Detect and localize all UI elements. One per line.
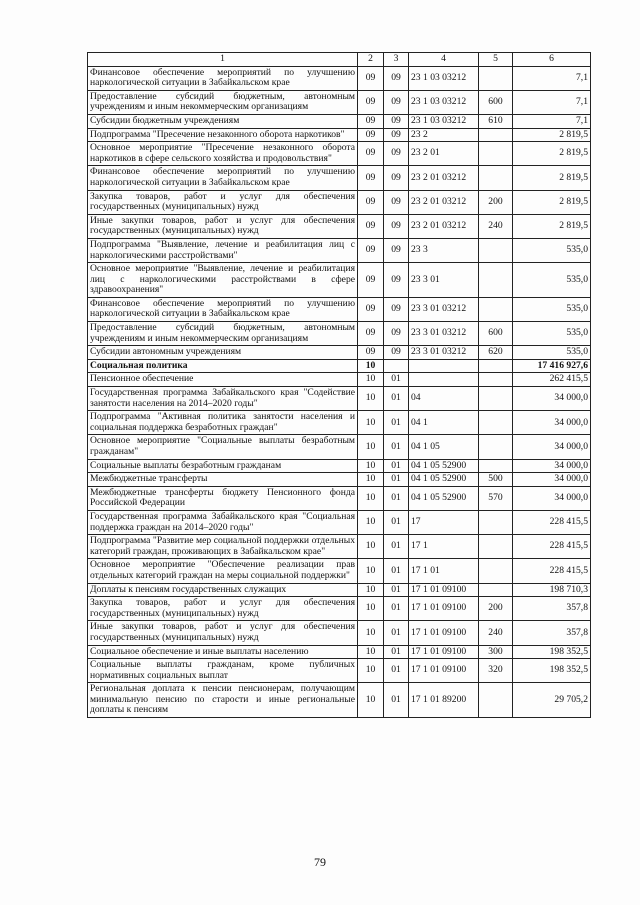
cell-target-article: 17 1	[409, 535, 479, 559]
cell-subsection: 01	[384, 473, 409, 487]
cell-name: Социальная политика	[88, 359, 358, 373]
cell-expense-type: 320	[479, 659, 513, 683]
cell-section: 10	[358, 559, 384, 583]
cell-name: Закупка товаров, работ и услуг для обеспечения государственных (муниципальных) нужд	[88, 190, 358, 214]
cell-target-article: 04 1	[409, 411, 479, 435]
cell-expense-type	[479, 583, 513, 597]
cell-name: Финансовое обеспечение мероприятий по улучшению наркологической ситуации в Забайкальском крае	[88, 66, 358, 90]
cell-subsection: 01	[384, 459, 409, 473]
cell-target-article: 17 1 01	[409, 559, 479, 583]
cell-target-article: 04 1 05	[409, 435, 479, 459]
cell-amount: 198 352,5	[513, 659, 591, 683]
cell-subsection	[384, 359, 409, 373]
header-row	[88, 53, 591, 67]
cell-amount: 228 415,5	[513, 510, 591, 534]
cell-subsection: 01	[384, 387, 409, 411]
cell-section: 09	[358, 90, 384, 114]
cell-target-article: 23 2	[409, 128, 479, 142]
cell-amount: 2 819,5	[513, 166, 591, 190]
cell-section: 09	[358, 297, 384, 321]
cell-target-article: 17 1 01 89200	[409, 683, 479, 718]
cell-target-article: 23 1 03 03212	[409, 114, 479, 128]
table-row	[88, 645, 591, 659]
cell-expense-type	[479, 459, 513, 473]
cell-section: 10	[358, 683, 384, 718]
cell-name: Социальное обеспечение и иные выплаты населению	[88, 645, 358, 659]
cell-amount: 7,1	[513, 90, 591, 114]
cell-name: Основное мероприятие "Социальные выплаты безработным гражданам"	[88, 435, 358, 459]
cell-name: Подпрограмма "Выявление, лечение и реабилитация лиц с наркологическими расстройствами"	[88, 238, 358, 262]
cell-name: Субсидии бюджетным учреждениям	[88, 114, 358, 128]
table-row	[88, 128, 591, 142]
cell-target-article: 23 2 01	[409, 142, 479, 166]
cell-name: Основное мероприятие "Обеспечение реализации прав отдельных категорий граждан на меры социальной поддержки"	[88, 559, 358, 583]
header-col-4: 4	[409, 53, 479, 67]
cell-amount: 17 416 927,6	[513, 359, 591, 373]
cell-section: 10	[358, 645, 384, 659]
cell-subsection: 09	[384, 322, 409, 346]
cell-expense-type	[479, 510, 513, 534]
cell-section: 10	[358, 387, 384, 411]
cell-section: 10	[358, 510, 384, 534]
cell-expense-type	[479, 435, 513, 459]
table-row	[88, 238, 591, 262]
cell-name: Пенсионное обеспечение	[88, 373, 358, 387]
table-row	[88, 583, 591, 597]
cell-subsection: 01	[384, 597, 409, 621]
cell-amount: 262 415,5	[513, 373, 591, 387]
cell-target-article: 04 1 05 52900	[409, 459, 479, 473]
cell-section: 09	[358, 128, 384, 142]
cell-name: Социальные выплаты безработным гражданам	[88, 459, 358, 473]
table-row	[88, 114, 591, 128]
cell-subsection: 01	[384, 486, 409, 510]
table-row	[88, 346, 591, 360]
cell-expense-type	[479, 359, 513, 373]
cell-name: Государственная программа Забайкальского края "Содействие занятости населения на 2014–2020 годы"	[88, 387, 358, 411]
cell-subsection: 01	[384, 373, 409, 387]
cell-name: Подпрограмма "Активная политика занятости населения и социальная поддержка безработных граждан"	[88, 411, 358, 435]
cell-name: Иные закупки товаров, работ и услуг для обеспечения государственных (муниципальных) нужд	[88, 214, 358, 238]
cell-target-article: 17 1 01 09100	[409, 583, 479, 597]
cell-section: 10	[358, 473, 384, 487]
cell-name: Региональная доплата к пенсии пенсионерам, получающим минимальную пенсию по старости и иные региональные доплаты к пенсиям	[88, 683, 358, 718]
cell-subsection: 01	[384, 535, 409, 559]
table-row	[88, 66, 591, 90]
cell-expense-type	[479, 238, 513, 262]
cell-expense-type: 600	[479, 90, 513, 114]
cell-section: 09	[358, 66, 384, 90]
cell-target-article: 04	[409, 387, 479, 411]
cell-amount: 535,0	[513, 263, 591, 298]
cell-target-article: 04 1 05 52900	[409, 473, 479, 487]
table-row	[88, 142, 591, 166]
cell-subsection: 09	[384, 166, 409, 190]
cell-section: 10	[358, 359, 384, 373]
cell-target-article: 23 2 01 03212	[409, 190, 479, 214]
cell-section: 09	[358, 238, 384, 262]
cell-expense-type: 600	[479, 322, 513, 346]
cell-amount: 2 819,5	[513, 142, 591, 166]
table-row	[88, 535, 591, 559]
cell-amount: 34 000,0	[513, 411, 591, 435]
table-row	[88, 683, 591, 718]
cell-name: Социальные выплаты гражданам, кроме публичных нормативных социальных выплат	[88, 659, 358, 683]
cell-target-article: 17 1 01 09100	[409, 597, 479, 621]
cell-amount: 34 000,0	[513, 459, 591, 473]
cell-amount: 7,1	[513, 66, 591, 90]
page-number: 79	[314, 855, 326, 869]
cell-name: Государственная программа Забайкальского края "Социальная поддержка граждан на 2014–2020 годы"	[88, 510, 358, 534]
cell-section: 09	[358, 190, 384, 214]
cell-name: Подпрограмма "Развитие мер социальной поддержки отдельных категорий граждан, проживающих в Забайкальском крае"	[88, 535, 358, 559]
table-row	[88, 510, 591, 534]
cell-subsection: 01	[384, 621, 409, 645]
cell-expense-type	[479, 387, 513, 411]
table-body	[88, 66, 591, 717]
cell-name: Закупка товаров, работ и услуг для обеспечения государственных (муниципальных) нужд	[88, 597, 358, 621]
cell-expense-type	[479, 411, 513, 435]
cell-subsection: 09	[384, 128, 409, 142]
cell-section: 09	[358, 166, 384, 190]
cell-subsection: 09	[384, 297, 409, 321]
table-row	[88, 297, 591, 321]
cell-name: Межбюджетные трансферты бюджету Пенсионного фонда Российской Федерации	[88, 486, 358, 510]
cell-subsection: 01	[384, 583, 409, 597]
cell-subsection: 01	[384, 559, 409, 583]
cell-name: Финансовое обеспечение мероприятий по улучшению наркологической ситуации в Забайкальском крае	[88, 166, 358, 190]
cell-name: Предоставление субсидий бюджетным, автономным учреждениям и иным некоммерческим организациям	[88, 90, 358, 114]
cell-target-article: 23 3 01 03212	[409, 346, 479, 360]
cell-subsection: 01	[384, 510, 409, 534]
cell-expense-type: 240	[479, 214, 513, 238]
cell-target-article: 23 2 01 03212	[409, 214, 479, 238]
table-row	[88, 597, 591, 621]
cell-expense-type	[479, 559, 513, 583]
cell-subsection: 09	[384, 346, 409, 360]
table-row	[88, 435, 591, 459]
table-row	[88, 473, 591, 487]
cell-target-article: 17	[409, 510, 479, 534]
cell-name: Финансовое обеспечение мероприятий по улучшению наркологической ситуации в Забайкальском крае	[88, 297, 358, 321]
cell-name: Иные закупки товаров, работ и услуг для обеспечения государственных (муниципальных) нужд	[88, 621, 358, 645]
table-row	[88, 387, 591, 411]
table-row	[88, 214, 591, 238]
cell-expense-type: 200	[479, 597, 513, 621]
cell-amount: 29 705,2	[513, 683, 591, 718]
cell-expense-type	[479, 263, 513, 298]
cell-section: 10	[358, 459, 384, 473]
table-row	[88, 621, 591, 645]
cell-expense-type: 620	[479, 346, 513, 360]
cell-expense-type	[479, 166, 513, 190]
cell-expense-type	[479, 683, 513, 718]
cell-expense-type	[479, 142, 513, 166]
table-row	[88, 373, 591, 387]
cell-subsection: 01	[384, 435, 409, 459]
cell-amount: 2 819,5	[513, 214, 591, 238]
cell-target-article	[409, 359, 479, 373]
cell-amount: 535,0	[513, 346, 591, 360]
cell-section: 09	[358, 263, 384, 298]
header-col-6: 6	[513, 53, 591, 67]
table-row	[88, 322, 591, 346]
cell-name: Предоставление субсидий бюджетным, автономным учреждениям и иным некоммерческим организациям	[88, 322, 358, 346]
cell-section: 09	[358, 114, 384, 128]
cell-subsection: 01	[384, 411, 409, 435]
table-row	[88, 559, 591, 583]
cell-target-article: 23 3 01 03212	[409, 297, 479, 321]
cell-name: Субсидии автономным учреждениям	[88, 346, 358, 360]
cell-name: Доплаты к пенсиям государственных служащих	[88, 583, 358, 597]
cell-subsection: 09	[384, 90, 409, 114]
cell-target-article	[409, 373, 479, 387]
cell-subsection: 09	[384, 214, 409, 238]
cell-expense-type	[479, 535, 513, 559]
cell-amount: 357,8	[513, 621, 591, 645]
cell-target-article: 23 1 03 03212	[409, 66, 479, 90]
cell-target-article: 17 1 01 09100	[409, 645, 479, 659]
cell-amount: 34 000,0	[513, 387, 591, 411]
cell-section: 10	[358, 435, 384, 459]
cell-target-article: 23 1 03 03212	[409, 90, 479, 114]
cell-section: 09	[358, 142, 384, 166]
table-row	[88, 459, 591, 473]
cell-name: Основное мероприятие "Выявление, лечение и реабилитация лиц с наркологическими расстройствами в сфере здравоохранения"	[88, 263, 358, 298]
table-row	[88, 659, 591, 683]
cell-target-article: 23 3 01 03212	[409, 322, 479, 346]
cell-name: Основное мероприятие "Пресечение незаконного оборота наркотиков в сфере сельского хозяйства и продовольствия"	[88, 142, 358, 166]
header-col-2: 2	[358, 53, 384, 67]
table-row	[88, 90, 591, 114]
cell-target-article: 04 1 05 52900	[409, 486, 479, 510]
cell-subsection: 09	[384, 190, 409, 214]
table-row	[88, 190, 591, 214]
table-row	[88, 166, 591, 190]
cell-section: 10	[358, 583, 384, 597]
cell-amount: 198 352,5	[513, 645, 591, 659]
cell-amount: 2 819,5	[513, 128, 591, 142]
cell-section: 10	[358, 373, 384, 387]
cell-name: Подпрограмма "Пресечение незаконного оборота наркотиков"	[88, 128, 358, 142]
cell-subsection: 01	[384, 645, 409, 659]
table-row	[88, 263, 591, 298]
cell-amount: 228 415,5	[513, 535, 591, 559]
header-col-3: 3	[384, 53, 409, 67]
cell-section: 10	[358, 621, 384, 645]
cell-target-article: 23 3 01	[409, 263, 479, 298]
cell-amount: 34 000,0	[513, 473, 591, 487]
cell-section: 09	[358, 322, 384, 346]
cell-section: 10	[358, 411, 384, 435]
header-col-5: 5	[479, 53, 513, 67]
cell-amount: 535,0	[513, 322, 591, 346]
cell-amount: 357,8	[513, 597, 591, 621]
cell-expense-type: 500	[479, 473, 513, 487]
cell-target-article: 17 1 01 09100	[409, 621, 479, 645]
cell-amount: 535,0	[513, 297, 591, 321]
cell-expense-type: 610	[479, 114, 513, 128]
cell-expense-type	[479, 297, 513, 321]
cell-section: 10	[358, 659, 384, 683]
cell-expense-type	[479, 128, 513, 142]
cell-subsection: 01	[384, 659, 409, 683]
cell-section: 10	[358, 486, 384, 510]
cell-subsection: 01	[384, 683, 409, 718]
cell-section: 10	[358, 535, 384, 559]
cell-amount: 198 710,3	[513, 583, 591, 597]
table-row	[88, 359, 591, 373]
cell-amount: 2 819,5	[513, 190, 591, 214]
cell-amount: 7,1	[513, 114, 591, 128]
cell-target-article: 23 3	[409, 238, 479, 262]
cell-amount: 34 000,0	[513, 486, 591, 510]
header-col-1: 1	[88, 53, 358, 67]
cell-subsection: 09	[384, 66, 409, 90]
cell-expense-type: 240	[479, 621, 513, 645]
cell-amount: 34 000,0	[513, 435, 591, 459]
cell-amount: 228 415,5	[513, 559, 591, 583]
cell-subsection: 09	[384, 263, 409, 298]
cell-section: 09	[358, 214, 384, 238]
budget-table	[87, 52, 591, 718]
table-row	[88, 411, 591, 435]
cell-expense-type: 200	[479, 190, 513, 214]
cell-expense-type	[479, 66, 513, 90]
table-row	[88, 486, 591, 510]
cell-subsection: 09	[384, 142, 409, 166]
cell-target-article: 17 1 01 09100	[409, 659, 479, 683]
cell-expense-type: 570	[479, 486, 513, 510]
cell-subsection: 09	[384, 114, 409, 128]
cell-amount: 535,0	[513, 238, 591, 262]
cell-subsection: 09	[384, 238, 409, 262]
cell-expense-type	[479, 373, 513, 387]
cell-section: 10	[358, 597, 384, 621]
cell-target-article: 23 2 01 03212	[409, 166, 479, 190]
cell-section: 09	[358, 346, 384, 360]
cell-name: Межбюджетные трансферты	[88, 473, 358, 487]
cell-expense-type: 300	[479, 645, 513, 659]
